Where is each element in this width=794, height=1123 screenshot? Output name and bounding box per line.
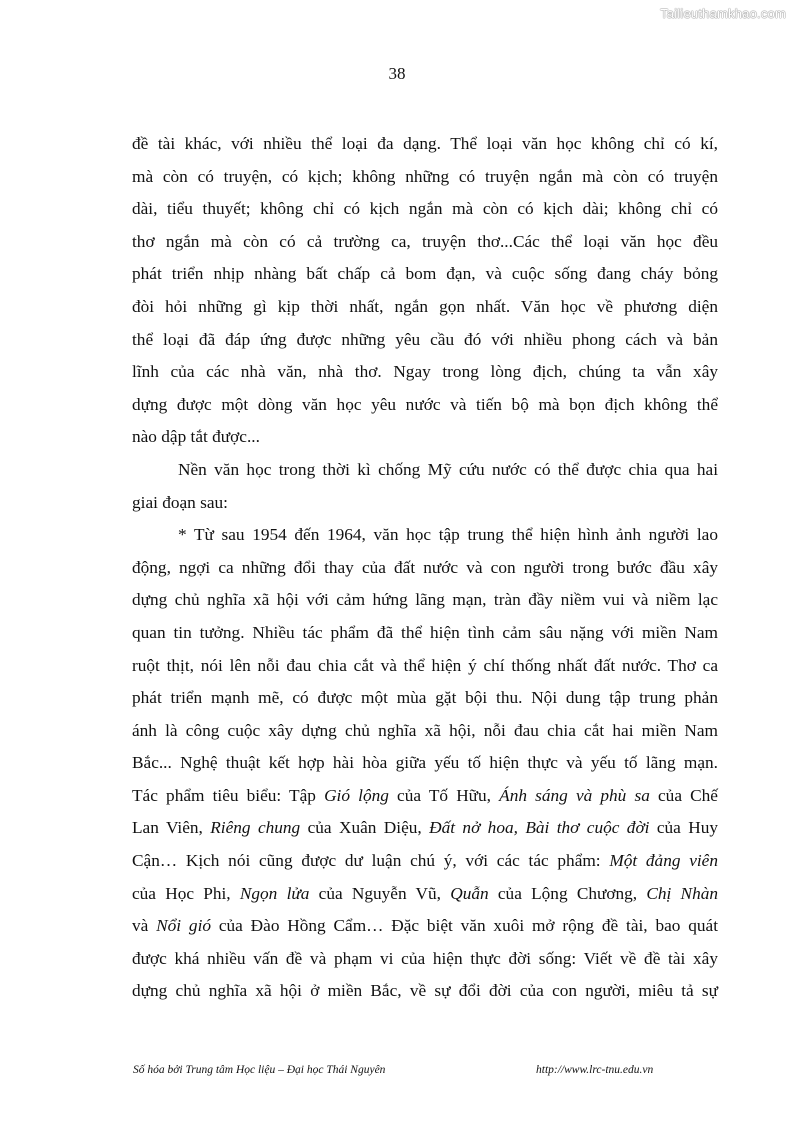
text-line: đòi hỏi những gì kịp thời nhất, ngắn gọn nhất. Văn học về phương diện [132, 296, 718, 316]
footer-url: http://www.lrc-tnu.edu.vn [536, 1064, 654, 1076]
text-line: phát triển nhịp nhàng bất chấp cả bom đạn, và cuộc sống đang cháy bỏng [132, 264, 718, 284]
text-line: mà còn có truyện, có kịch; không những có truyện ngắn mà còn có truyện [132, 166, 718, 186]
text-line: giai đoạn sau: [132, 492, 228, 512]
text-line: ánh là công cuộc xây dựng chủ nghĩa xã hội, nỗi đau chia cắt hai miền Nam [132, 720, 718, 740]
text-line: quan tin tưởng. Nhiều tác phẩm đã thể hiện tình cảm sâu nặng với miền Nam [132, 622, 718, 642]
paragraph-start-line: Nền văn học trong thời kì chống Mỹ cứu nước có thể được chia qua hai [178, 459, 718, 479]
text-line: Bắc... Nghệ thuật kết hợp hài hòa giữa yếu tố hiện thực và yếu tố lãng mạn. [132, 753, 718, 773]
paragraph-start-line: * Từ sau 1954 đến 1964, văn học tập trung thể hiện hình ảnh người lao [178, 525, 718, 545]
text-line: ruột thịt, nói lên nỗi đau chia cắt và thể hiện ý chí thống nhất đất nước. Thơ ca [132, 655, 718, 675]
text-line: dựng được một dòng văn học yêu nước và tiến bộ mà bọn địch không thể [132, 394, 718, 414]
work-title: Riêng chung [210, 818, 301, 838]
rich-text-line: của Học Phi, Ngọn lửa của Nguyễn Vũ, Quẫn của Lộng Chương, Chị Nhàn [132, 883, 719, 903]
work-title: Đất nở hoa, Bài thơ cuộc đời [429, 818, 650, 838]
text-line: phát triển mạnh mẽ, có được một mùa gặt bội thu. Nội dung tập trung phản [132, 688, 718, 708]
rich-text-line: Tác phẩm tiêu biểu: Tập Gió lộng của Tố Hữu, Ánh sáng và phù sa của Chế [132, 785, 718, 805]
watermark: Tailieuthamkhao.com [660, 6, 786, 21]
rich-text-line: được khá nhiều vấn đề và phạm vi của hiện thực đời sống: Viết về đề tài xây [132, 948, 718, 968]
work-title: Một đảng viên [609, 851, 718, 871]
footer-source: Số hóa bởi Trung tâm Học liệu – Đại học Thái Nguyên [133, 1064, 386, 1076]
text-line: nào dập tắt được... [132, 427, 260, 447]
text-line: thơ ngắn mà còn có cả trường ca, truyện thơ...Các thể loại văn học đều [132, 231, 718, 251]
rich-text-line: dựng chủ nghĩa xã hội ở miền Bắc, về sự đổi đời của con người, miêu tả sự [132, 981, 718, 1001]
text-line: thể loại đã đáp ứng được những yêu cầu đó với nhiều phong cách và bản [132, 329, 718, 349]
rich-text-line: và Nổi gió của Đào Hồng Cẩm… Đặc biệt văn xuôi mở rộng đề tài, bao quát [132, 916, 718, 936]
text-line: dài, tiểu thuyết; không chỉ có kịch ngắn mà còn có kịch dài; không chỉ có [132, 199, 718, 219]
text-line: dựng chủ nghĩa xã hội với cảm hứng lãng mạn, tràn đầy niềm vui và niềm lạc [132, 590, 718, 610]
text-line: lĩnh của các nhà văn, nhà thơ. Ngay trong lòng địch, chúng ta vẫn xây [132, 362, 718, 382]
work-title: Nổi gió [156, 916, 212, 936]
page-number: 38 [388, 64, 406, 83]
rich-text-line: Lan Viên, Riêng chung của Xuân Diệu, Đất nở hoa, Bài thơ cuộc đời của Huy [132, 818, 719, 838]
work-title: Ngọn lửa [239, 883, 310, 903]
work-title: Chị Nhàn [646, 883, 719, 903]
text-line: động, ngợi ca những đổi thay của đất nước và con người trong bước đầu xây [132, 557, 718, 577]
body-text [132, 128, 718, 1008]
text-line: đề tài khác, với nhiều thể loại đa dạng. Thể loại văn học không chỉ có kí, [132, 134, 718, 153]
work-title: Quẫn [450, 883, 489, 903]
work-title: Gió lộng [324, 785, 389, 805]
rich-text-line: Cận… Kịch nói cũng được dư luận chú ý, với các tác phẩm: Một đảng viên [132, 851, 718, 871]
work-title: Ánh sáng và phù sa [499, 785, 650, 805]
